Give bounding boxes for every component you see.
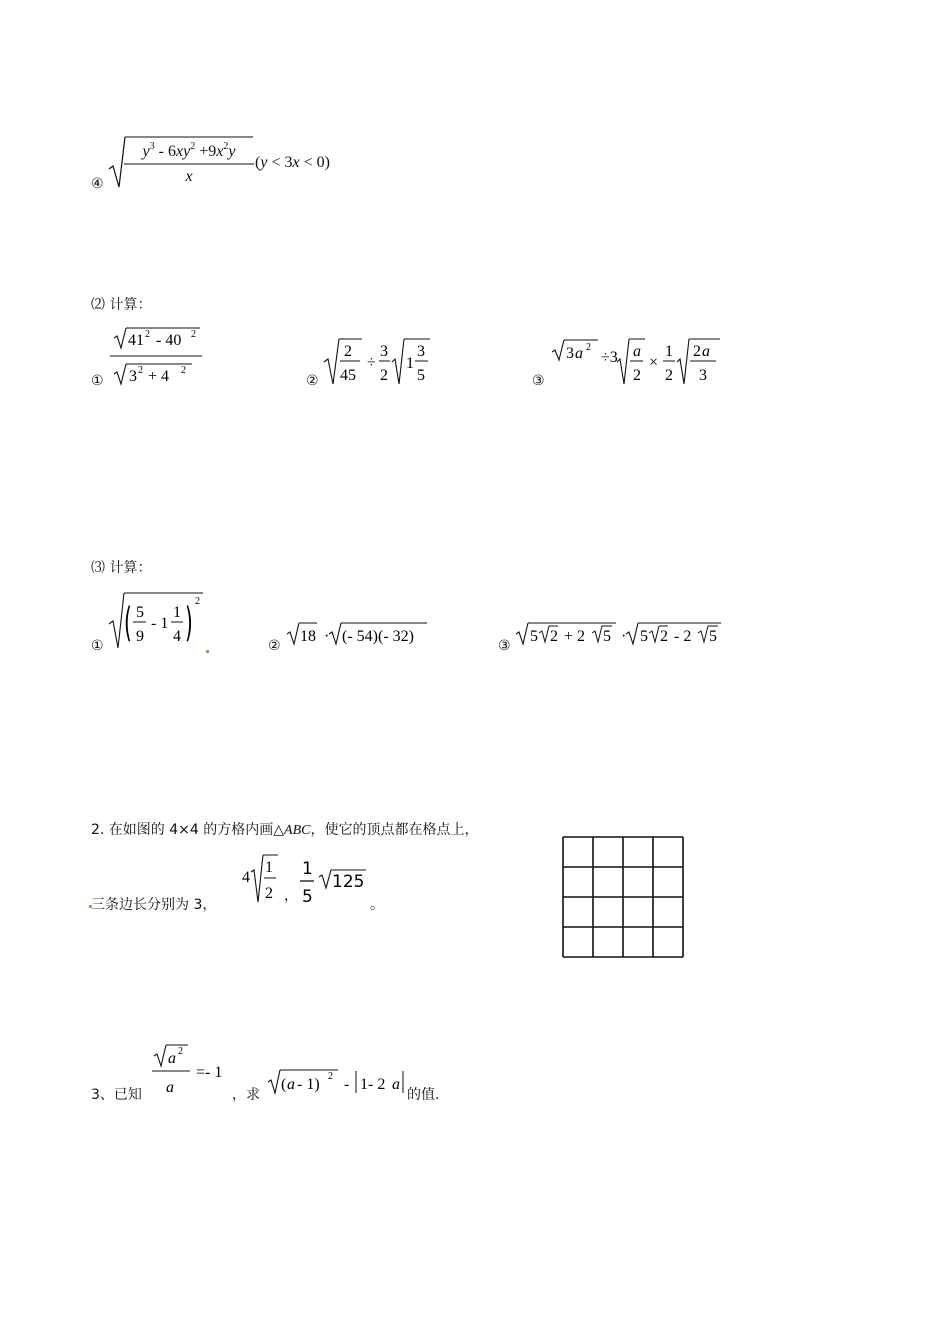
svg-text:(: ( bbox=[281, 1076, 287, 1093]
item-marker: ③ bbox=[498, 638, 511, 654]
svg-text:45: 45 bbox=[340, 367, 356, 384]
svg-text:4: 4 bbox=[242, 869, 250, 886]
svg-text:5: 5 bbox=[136, 604, 144, 621]
question-text-line2: 三条边长分别为 3， bbox=[91, 897, 217, 913]
svg-text:2: 2 bbox=[344, 343, 352, 360]
svg-text:a: a bbox=[575, 345, 583, 362]
fraction-denominator: x bbox=[185, 168, 193, 185]
svg-text:3: 3 bbox=[417, 343, 425, 360]
svg-text:1: 1 bbox=[302, 859, 313, 879]
svg-text:a: a bbox=[392, 1076, 400, 1093]
svg-text:3: 3 bbox=[380, 343, 388, 360]
fraction-numerator: $y^3 - 6xy^2 +9x^2y$ bbox=[142, 141, 236, 160]
svg-text:÷: ÷ bbox=[367, 354, 376, 371]
svg-text:1: 1 bbox=[406, 355, 414, 372]
math-expression bbox=[108, 324, 208, 392]
item-marker: ① bbox=[91, 373, 104, 389]
radical-overline bbox=[125, 135, 255, 139]
item-marker: ③ bbox=[532, 373, 545, 389]
stray-mark bbox=[206, 650, 209, 653]
question3-mid: ，求 bbox=[232, 1087, 260, 1103]
svg-text:2: 2 bbox=[693, 343, 701, 360]
grid-4x4 bbox=[561, 835, 685, 959]
item-marker: ④ bbox=[91, 176, 104, 192]
svg-text:1: 1 bbox=[265, 859, 273, 876]
svg-text:18: 18 bbox=[300, 628, 316, 645]
svg-text:- 1: - 1 bbox=[151, 615, 169, 632]
svg-text:(- 54)(- 32): (- 54)(- 32) bbox=[342, 628, 414, 645]
svg-text:2: 2 bbox=[380, 367, 388, 384]
math-expression bbox=[550, 336, 725, 388]
math-expression bbox=[107, 590, 207, 652]
question-text: 2. 在如图的 4×4 的方格内画△ABC，使它的顶点都在格点上， bbox=[91, 822, 479, 838]
svg-text:-: - bbox=[344, 1076, 350, 1093]
svg-text:5: 5 bbox=[302, 887, 313, 907]
svg-text:2: 2 bbox=[550, 628, 558, 645]
svg-text:2: 2 bbox=[660, 628, 668, 645]
section-heading: ⑶ 计算： bbox=[91, 560, 152, 576]
svg-text:): ) bbox=[185, 600, 193, 647]
math-expression bbox=[514, 620, 724, 648]
question-end: 。 bbox=[370, 897, 384, 913]
svg-text:5: 5 bbox=[640, 628, 648, 645]
svg-text:41: 41 bbox=[128, 332, 144, 349]
svg-text:2: 2 bbox=[195, 596, 200, 607]
svg-text:2: 2 bbox=[191, 329, 196, 340]
question3-suffix: 的值. bbox=[407, 1087, 440, 1103]
svg-text:2: 2 bbox=[586, 342, 591, 353]
svg-text:+ 2: + 2 bbox=[564, 628, 586, 645]
svg-text:a: a bbox=[287, 1076, 295, 1093]
svg-text:2: 2 bbox=[145, 329, 150, 340]
svg-text:125: 125 bbox=[332, 872, 365, 892]
svg-text:5: 5 bbox=[530, 628, 538, 645]
item-marker: ② bbox=[306, 373, 319, 389]
svg-text:1: 1 bbox=[173, 604, 181, 621]
svg-text:a: a bbox=[702, 343, 710, 360]
svg-text:1: 1 bbox=[665, 343, 673, 360]
given-expression bbox=[150, 1042, 235, 1102]
svg-text:5: 5 bbox=[417, 367, 425, 384]
svg-text:3: 3 bbox=[129, 368, 137, 385]
target-expression bbox=[266, 1067, 406, 1097]
svg-text:1- 2: 1- 2 bbox=[360, 1076, 386, 1093]
svg-text:3: 3 bbox=[699, 367, 707, 384]
svg-text:2: 2 bbox=[328, 1071, 333, 1082]
svg-text:+ 4: + 4 bbox=[148, 368, 170, 385]
svg-text:- 2: - 2 bbox=[674, 628, 692, 645]
svg-text:2: 2 bbox=[181, 365, 186, 376]
svg-text:- 40: - 40 bbox=[156, 332, 182, 349]
svg-text:÷3: ÷3 bbox=[601, 349, 618, 366]
svg-text:5: 5 bbox=[603, 628, 611, 645]
svg-text:2: 2 bbox=[178, 1046, 183, 1057]
svg-text:a: a bbox=[168, 1050, 176, 1067]
fraction-bar bbox=[124, 163, 256, 165]
item-marker: ① bbox=[91, 638, 104, 654]
item-marker: ② bbox=[268, 638, 281, 654]
svg-text:9: 9 bbox=[136, 628, 144, 645]
svg-text:2: 2 bbox=[138, 365, 143, 376]
svg-text:5: 5 bbox=[709, 628, 717, 645]
svg-text:·: · bbox=[324, 628, 330, 645]
svg-text:=- 1: =- 1 bbox=[196, 1064, 223, 1081]
svg-text:·: · bbox=[621, 628, 627, 645]
svg-text:(: ( bbox=[124, 600, 132, 647]
svg-text:4: 4 bbox=[173, 628, 181, 645]
condition: (y < 3x < 0) bbox=[255, 154, 330, 171]
svg-text:a: a bbox=[633, 343, 641, 360]
section-heading: ⑵ 计算： bbox=[91, 297, 152, 313]
svg-text:2: 2 bbox=[665, 367, 673, 384]
math-expression bbox=[285, 620, 430, 648]
svg-text:×: × bbox=[649, 354, 659, 371]
svg-text:3: 3 bbox=[566, 345, 574, 362]
svg-text:a: a bbox=[166, 1079, 174, 1096]
math-expression bbox=[322, 336, 437, 388]
svg-text:，: ， bbox=[284, 888, 298, 904]
side-length-expression bbox=[240, 850, 380, 910]
svg-text:2: 2 bbox=[633, 367, 641, 384]
svg-text:- 1): - 1) bbox=[297, 1076, 320, 1093]
svg-text:2: 2 bbox=[265, 885, 273, 902]
question3-prefix: 3、已知 bbox=[91, 1087, 142, 1103]
